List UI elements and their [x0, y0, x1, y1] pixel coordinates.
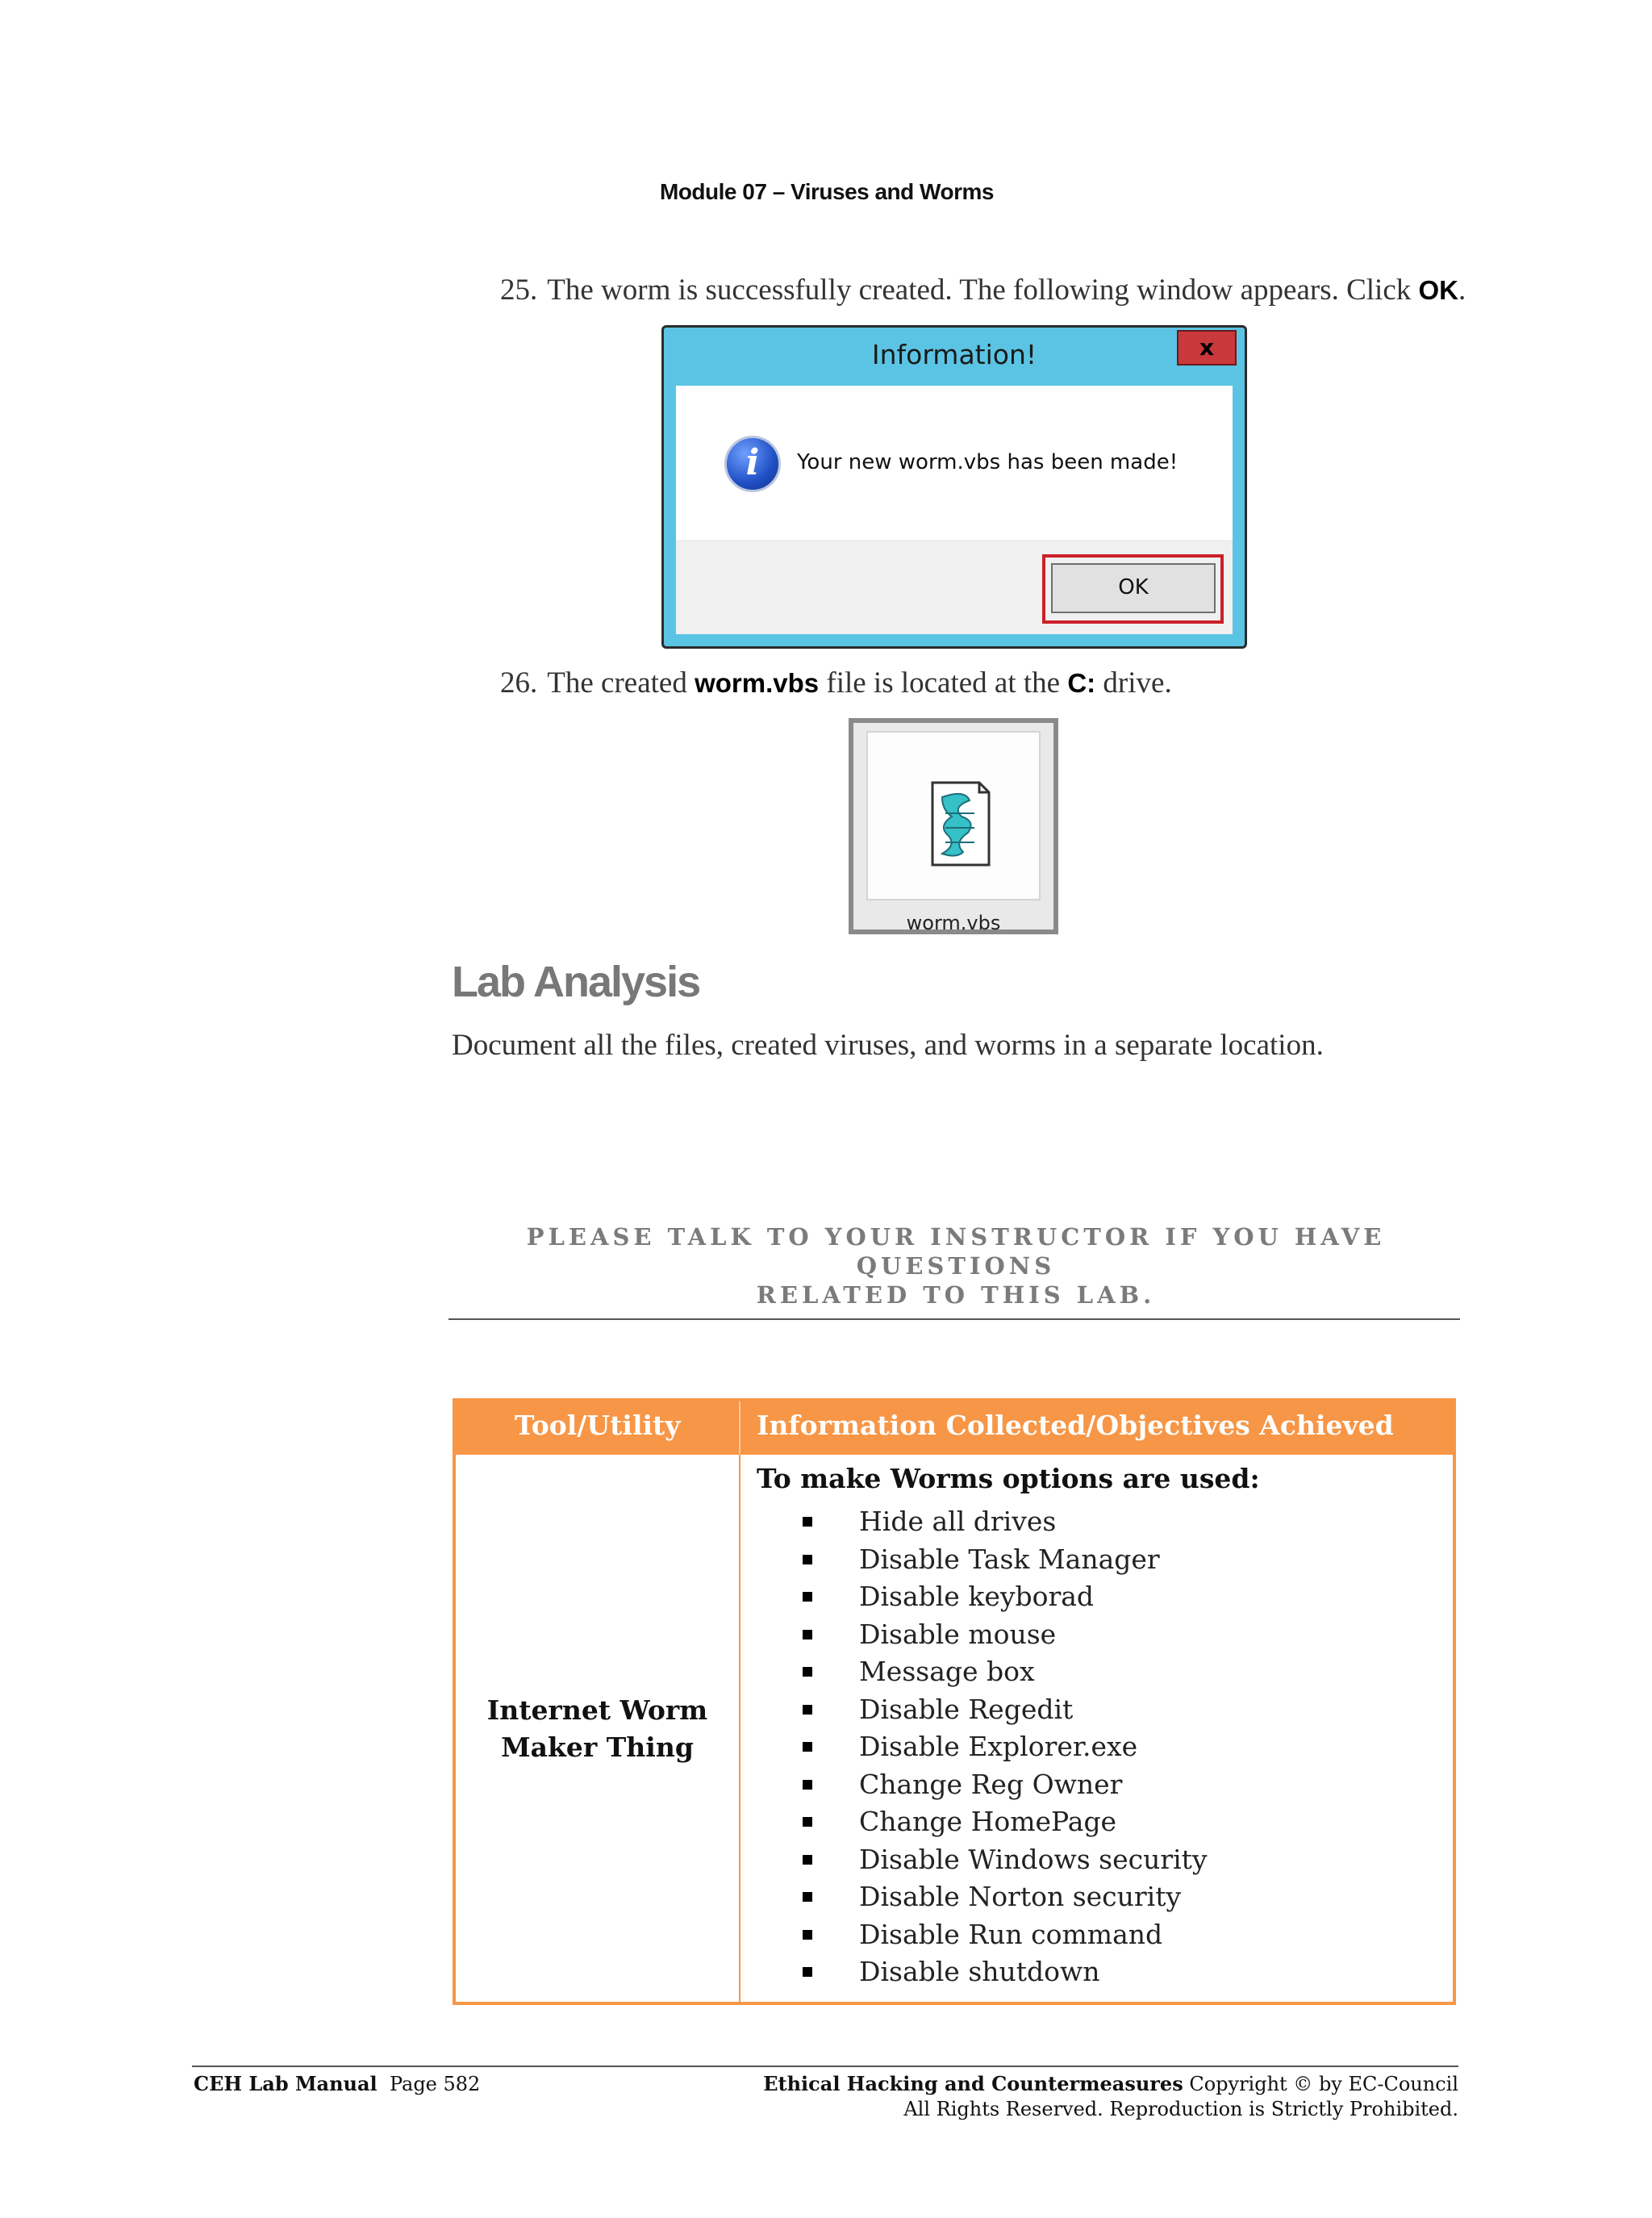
vbs-script-icon [868, 733, 1042, 902]
list-item [803, 1803, 1208, 1841]
bullet-icon [803, 1705, 812, 1715]
footer-copyright [763, 2072, 1458, 2095]
close-icon[interactable]: x [1177, 330, 1237, 365]
bullet-icon [803, 1630, 812, 1639]
list-item-text: Disable Regedit [859, 1693, 1074, 1725]
bullet-icon [803, 1892, 812, 1902]
footer-page: Page 582 [389, 2073, 481, 2095]
bullet-icon [803, 1555, 812, 1564]
ok-button[interactable]: OK [1051, 563, 1216, 613]
bullet-icon [803, 1930, 812, 1940]
list-item [803, 1616, 1208, 1654]
bullet-icon [803, 1667, 812, 1677]
list-item-text: Disable Task Manager [859, 1543, 1160, 1575]
dialog-title: Information! [871, 339, 1037, 370]
list-item [803, 1953, 1208, 1991]
list-item-text: Disable Run command [859, 1918, 1163, 1950]
footer-manual: CEH Lab Manual [194, 2072, 378, 2095]
dialog-message: Your new worm.vbs has been made! [797, 450, 1179, 474]
list-item-text: Disable keyborad [859, 1581, 1095, 1612]
tool-name-line-2: Maker Thing [501, 1731, 694, 1763]
footer-left [194, 2072, 480, 2095]
list-item [803, 1841, 1208, 1879]
col-header-tool: Tool/Utility [515, 1410, 681, 1441]
footer-title: Ethical Hacking and Countermeasures [763, 2072, 1183, 2095]
file-icon-tile[interactable] [866, 731, 1041, 934]
step-text: file is located at the [819, 666, 1068, 700]
footer-divider [192, 2066, 1458, 2067]
lab-analysis-heading: Lab Analysis [452, 958, 700, 1006]
tool-name-cell [456, 1692, 739, 1766]
notice-line-2: RELATED TO THIS LAB. [756, 1281, 1156, 1309]
tool-name-line-1: Internet Worm [486, 1694, 708, 1726]
header-column-divider [739, 1401, 740, 1455]
list-item [803, 1578, 1208, 1616]
bullet-icon [803, 1855, 812, 1865]
step-bold: C: [1067, 668, 1096, 698]
list-item [803, 1541, 1208, 1579]
bullet-icon [803, 1592, 812, 1602]
list-item-text: Disable Norton security [859, 1881, 1182, 1912]
step-25 [500, 273, 1466, 307]
list-item [803, 1691, 1208, 1729]
notice-line-1: PLEASE TALK TO YOUR INSTRUCTOR IF YOU HAVE QUESTIONS [526, 1223, 1386, 1280]
step-bold: OK [1418, 275, 1459, 305]
section-divider [448, 1318, 1460, 1320]
list-item-text: Message box [859, 1656, 1035, 1687]
bullet-icon [803, 1817, 812, 1827]
bullet-icon [803, 1967, 812, 1977]
list-item-text: Disable shutdown [859, 1956, 1100, 1987]
bullet-icon [803, 1780, 812, 1790]
column-divider [739, 1401, 740, 2002]
step-text: The worm is successfully created. The following window appears. Click [547, 274, 1419, 307]
list-item-text: Disable Windows security [859, 1843, 1208, 1875]
step-end: . [1458, 274, 1466, 307]
file-icon-frame [849, 718, 1058, 934]
list-item [803, 1916, 1208, 1954]
instructor-notice [452, 1222, 1460, 1309]
results-table [453, 1398, 1456, 2005]
list-item [803, 1503, 1208, 1541]
footer-copyright-text: Copyright © by EC-Council [1183, 2073, 1458, 2095]
file-name-label: worm.vbs [906, 912, 1001, 934]
step-number: 25. [500, 274, 538, 307]
list-item-text: Disable mouse [859, 1618, 1057, 1650]
list-item [803, 1728, 1208, 1766]
dialog-body [676, 386, 1233, 540]
step-text: drive. [1095, 666, 1172, 700]
list-item-text: Hide all drives [859, 1506, 1057, 1537]
list-item-text: Change Reg Owner [859, 1768, 1123, 1800]
step-text: The created [547, 666, 695, 700]
list-item-text: Disable Explorer.exe [859, 1731, 1138, 1762]
step-bold: worm.vbs [695, 668, 820, 698]
step-number: 26. [500, 666, 538, 700]
bullet-icon [803, 1742, 812, 1752]
list-item [803, 1878, 1208, 1916]
step-26 [500, 666, 1172, 700]
bullet-icon [803, 1517, 812, 1527]
options-heading: To make Worms options are used: [757, 1463, 1260, 1494]
lab-analysis-text: Document all the files, created viruses, and worms in a separate location. [452, 1029, 1324, 1062]
list-item-text: Change HomePage [859, 1806, 1117, 1837]
list-item [803, 1766, 1208, 1804]
list-item [803, 1653, 1208, 1691]
options-list [803, 1503, 1208, 1991]
module-header: Module 07 – Viruses and Worms [660, 179, 994, 204]
footer-rights: All Rights Reserved. Reproduction is Strictly Prohibited. [903, 2098, 1458, 2120]
info-icon: i [724, 436, 781, 492]
col-header-info: Information Collected/Objectives Achieved [757, 1410, 1394, 1441]
